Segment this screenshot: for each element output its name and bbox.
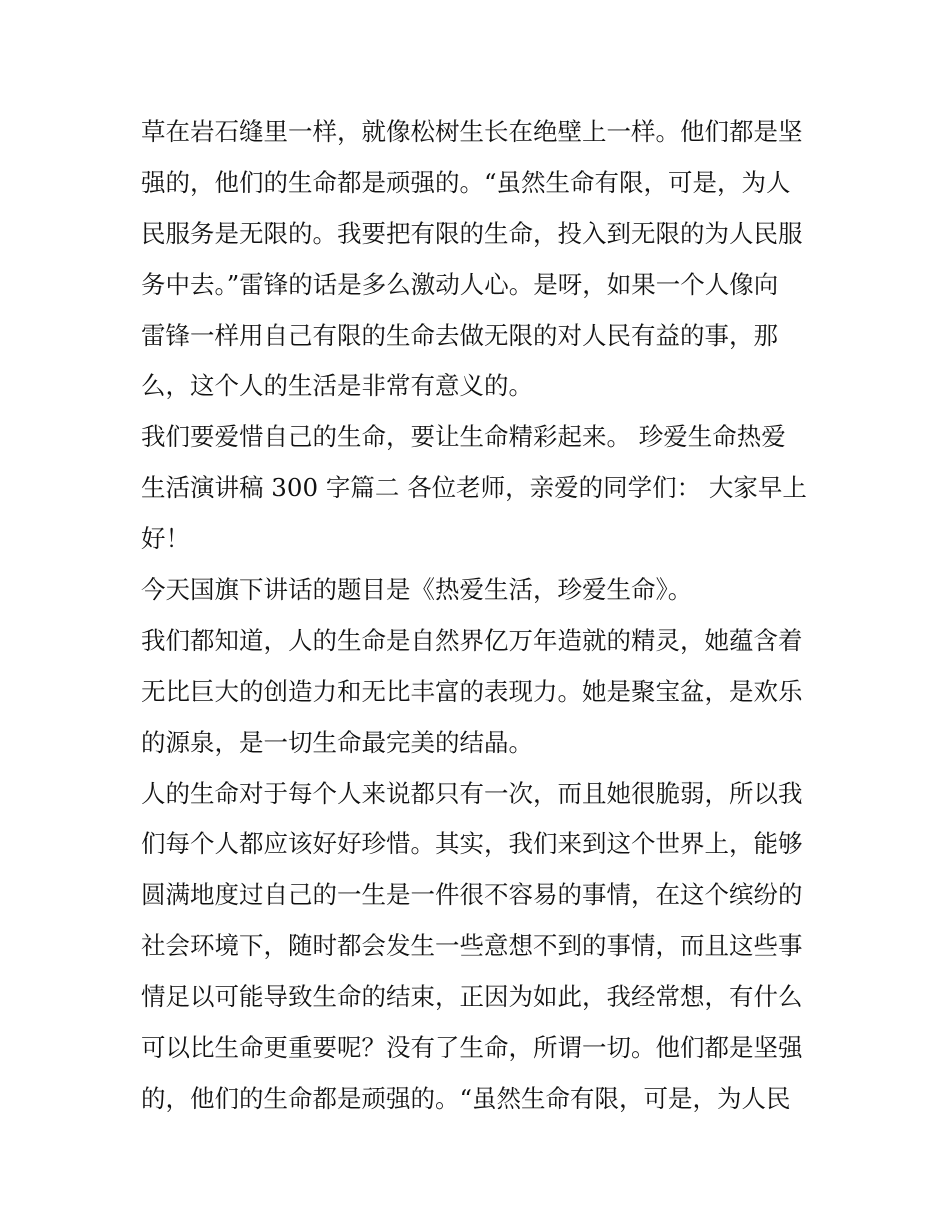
text-line: 圆满地度过自己的一生是一件很不容易的事情，在这个缤纷的 <box>141 880 803 910</box>
text-line: 雷锋一样用自己有限的生命去做无限的对人民有益的事，那 <box>141 320 778 350</box>
text-line: 社会环境下，随时都会发生一些意想不到的事情，而且这些事 <box>141 931 803 961</box>
text-line: 人的生命对于每个人来说都只有一次，而且她很脆弱，所以我 <box>141 778 803 808</box>
text-line: 民服务是无限的。我要把有限的生命，投入到无限的为人民服 <box>141 218 803 248</box>
text-line: 今天国旗下讲话的题目是《热爱生活，珍爱生命》。 <box>141 575 693 605</box>
text-line: 么，这个人的生活是非常有意义的。 <box>141 371 533 401</box>
text-line: 情足以可能导致生命的结束，正因为如此，我经常想，有什么 <box>141 982 803 1012</box>
text-line: 务中去。”雷锋的话是多么激动人心。是呀，如果一个人像向 <box>141 269 779 299</box>
body-text <box>141 107 821 1125</box>
text-line: 我们要爱惜自己的生命，要让生命精彩起来。 珍爱生命热爱 <box>141 422 786 452</box>
text-line: 好！ <box>141 524 190 554</box>
text-line: 的，他们的生命都是顽强的。“虽然生命有限，可是，为人民 <box>141 1083 791 1113</box>
text-line: 无比巨大的创造力和无比丰富的表现力。她是聚宝盆，是欢乐 <box>141 676 803 706</box>
text-line: 们每个人都应该好好珍惜。其实，我们来到这个世界上，能够 <box>141 829 803 859</box>
text-line: 草在岩石缝里一样，就像松树生长在绝壁上一样。他们都是坚 <box>141 117 803 146</box>
text-line: 的源泉，是一切生命最完美的结晶。 <box>141 727 533 757</box>
text-line: 生活演讲稿 300 字篇二 各位老师，亲爱的同学们： 大家早上 <box>141 473 807 503</box>
text-line: 我们都知道，人的生命是自然界亿万年造就的精灵，她蕴含着 <box>141 625 803 655</box>
text-line: 可以比生命更重要呢？没有了生命，所谓一切。他们都是坚强 <box>141 1033 803 1063</box>
text-line: 强的，他们的生命都是顽强的。“虽然生命有限，可是，为人 <box>141 167 791 197</box>
